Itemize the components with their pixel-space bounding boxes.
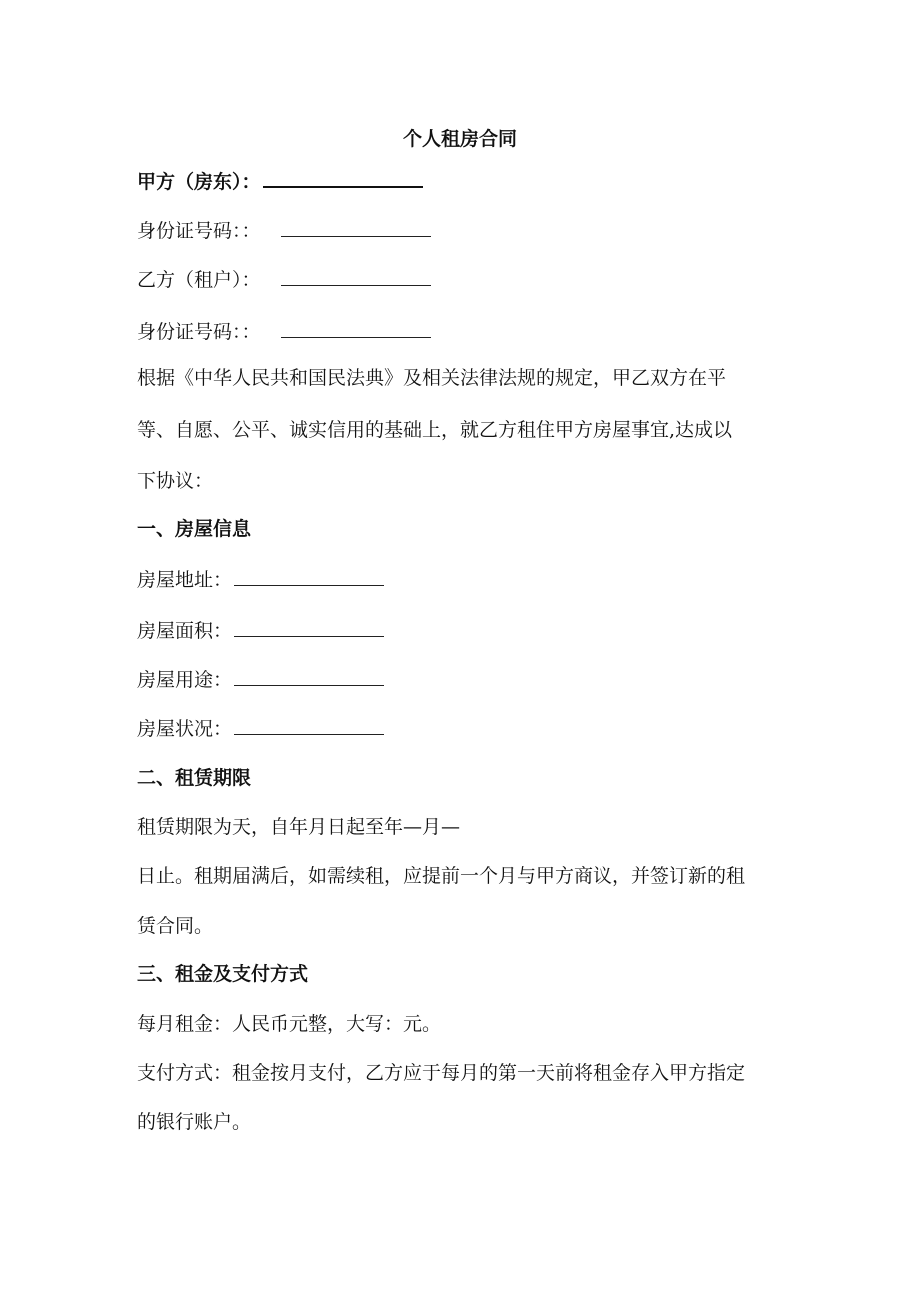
- document-title: 个人租房合同: [402, 128, 517, 150]
- id-row-1: [137, 219, 431, 243]
- party-a-label: 甲方（房东）：: [137, 171, 261, 193]
- field-row-usage: [137, 668, 384, 692]
- intro-line-1: 根据《中华人民共和国民法典》及相关法律法规的规定，甲乙双方在平: [137, 367, 727, 389]
- intro-line-2: 等、自愿、公平、诚实信用的基础上，就乙方租住甲方房屋事宜,达成以: [137, 419, 733, 441]
- party-a-row: [137, 170, 423, 194]
- field-label-condition: 房屋状况：: [137, 718, 233, 740]
- field-label-usage: 房屋用途：: [137, 669, 233, 691]
- field-row-address: [137, 568, 384, 592]
- id-row-2: [137, 320, 431, 344]
- party-b-blank[interactable]: [281, 269, 431, 286]
- section2-line-3: 赁合同。: [137, 915, 214, 937]
- party-b-row: [137, 268, 431, 292]
- section1-heading: 一、房屋信息: [137, 518, 252, 540]
- section3-line-1: 每月租金：人民币元整，大写：元。: [137, 1013, 442, 1035]
- field-blank-condition[interactable]: [234, 718, 384, 735]
- id-label-2: 身份证号码：：: [137, 321, 261, 343]
- id-label-1: 身份证号码：：: [137, 220, 261, 242]
- field-row-condition: [137, 717, 384, 741]
- field-blank-address[interactable]: [234, 569, 384, 586]
- id-blank-2[interactable]: [281, 321, 431, 338]
- section3-line-2: 支付方式：租金按月支付，乙方应于每月的第一天前将租金存入甲方指定: [137, 1062, 746, 1084]
- section2-heading: 二、租赁期限: [137, 767, 252, 789]
- id-blank-1[interactable]: [281, 220, 431, 237]
- field-label-address: 房屋地址：: [137, 569, 233, 591]
- field-label-area: 房屋面积：: [137, 620, 233, 642]
- field-row-area: [137, 619, 384, 643]
- section3-heading: 三、租金及支付方式: [137, 963, 309, 985]
- party-a-blank[interactable]: [263, 170, 423, 188]
- intro-line-3: 下协议：: [137, 470, 214, 492]
- party-b-label: 乙方（租户）：: [137, 269, 261, 291]
- field-blank-usage[interactable]: [234, 669, 384, 686]
- section2-line-1: 租赁期限为天，自年月日起至年—月—: [137, 816, 461, 838]
- section3-line-3: 的银行账户。: [137, 1111, 252, 1133]
- field-blank-area[interactable]: [234, 620, 384, 637]
- section2-line-2: 日止。租期届满后，如需续租，应提前一个月与甲方商议，并签订新的租: [137, 865, 746, 887]
